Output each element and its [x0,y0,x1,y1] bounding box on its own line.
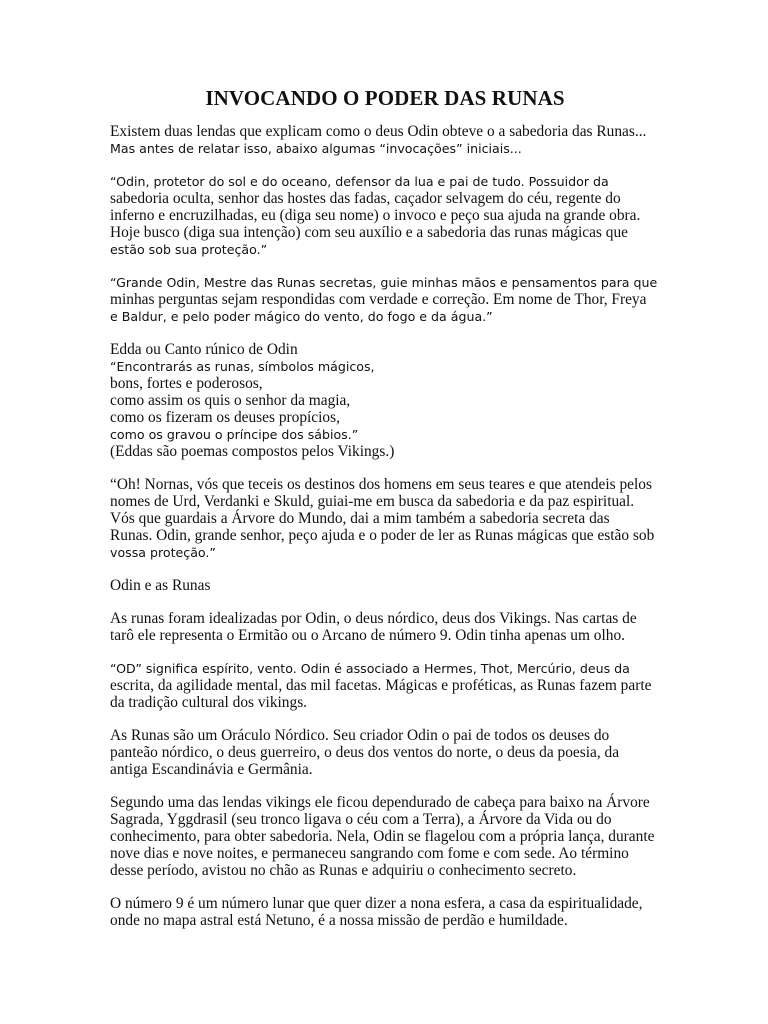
text-line: panteão nórdico, o deus guerreiro, o deus dos ventos do norte, o deus da poesia, da [110,744,620,761]
text-line: como assim os quis o senhor da magia, [110,392,351,409]
text-line: nomes de Urd, Verdanki e Skuld, guiai-me em busca da sabedoria e da paz espiritual. [110,493,635,510]
text-line: Vós que guardais a Árvore do Mundo, dai a mim também a sabedoria secreta das [110,510,610,527]
text-line: desse período, avistou no chão as Runas e adquiriu o conhecimento secreto. [110,862,577,879]
paragraph [110,577,660,594]
text-line: da tradição cultural dos vikings. [110,694,308,711]
paragraph [110,610,660,644]
text-line: nove dias e nove noites, e permaneceu sangrando com fome e com sede. Ao término [110,845,629,862]
text-line: sabedoria oculta, senhor das hostes das fadas, caçador selvagem do céu, regente do [110,190,621,207]
document-page [110,85,660,945]
text-line: “Grande Odin, Mestre das Runas secretas, guie minhas mãos e pensamentos para que [110,275,658,290]
text-line: onde no mapa astral está Netuno, é a nossa missão de perdão e humildade. [110,912,568,929]
text-line: escrita, da agilidade mental, das mil facetas. Mágicas e proféticas, as Runas fazem parte [110,677,652,694]
text-line: As Runas são um Oráculo Nórdico. Seu criador Odin o pai de todos os deuses do [110,727,610,744]
text-line: inferno e encruzilhadas, eu (diga seu nome) o invoco e peço sua ajuda na grande obra. [110,207,641,224]
paragraph [110,123,660,157]
text-line: “Odin, protetor do sol e do oceano, defensor da lua e pai de tudo. Possuidor da [110,174,609,189]
text-line: Existem duas lendas que explicam como o deus Odin obteve o a sabedoria das Runas... [110,123,647,140]
text-line: O número 9 é um número lunar que quer dizer a nona esfera, a casa da espiritualidade, [110,895,643,912]
paragraph [110,476,660,561]
text-line: “OD” significa espírito, vento. Odin é associado a Hermes, Thot, Mercúrio, deus da [110,661,630,676]
text-line: “Oh! Nornas, vós que teceis os destinos dos homens em seus teares e que atendeis pelos [110,476,652,493]
text-line: bons, fortes e poderosos, [110,375,263,392]
paragraph [110,274,660,325]
paragraph [110,727,660,778]
text-line: como os gravou o príncipe dos sábios.” [110,427,359,442]
paragraph [110,660,660,711]
text-line: As runas foram idealizadas por Odin, o deus nórdico, deus dos Vikings. Nas cartas de [110,610,637,627]
text-line: conhecimento, para obter sabedoria. Nela, Odin se flagelou com a própria lança, durante [110,828,655,845]
text-line: Segundo uma das lendas vikings ele ficou dependurado de cabeça para baixo na Árvore [110,794,650,811]
text-line: e Baldur, e pelo poder mágico do vento, do fogo e da água.” [110,309,493,324]
text-line: tarô ele representa o Ermitão ou o Arcano de número 9. Odin tinha apenas um olho. [110,627,625,644]
text-line: Sagrada, Yggdrasil (seu tronco ligava o céu com a Terra), a Árvore da Vida ou do [110,811,612,828]
paragraph [110,794,660,879]
text-line: Mas antes de relatar isso, abaixo algumas “invocações” iniciais... [110,141,522,156]
document-title: INVOCANDO O PODER DAS RUNAS [205,86,565,110]
text-line: Hoje busco (diga sua intenção) com seu auxílio e a sabedoria das runas mágicas que [110,224,628,241]
text-line: estão sob sua proteção.” [110,242,268,257]
text-line: vossa proteção.” [110,545,216,560]
paragraph [110,173,660,258]
text-line: minhas perguntas sejam respondidas com verdade e correção. Em nome de Thor, Freya [110,291,647,308]
text-line: Edda ou Canto rúnico de Odin [110,341,298,358]
paragraph [110,341,660,460]
text-line: (Eddas são poemas compostos pelos Vikings.) [110,443,395,460]
document-body [110,123,660,929]
text-line: Runas. Odin, grande senhor, peço ajuda e o poder de ler as Runas mágicas que estão sob [110,527,655,544]
text-line: como os fizeram os deuses propícios, [110,409,340,426]
text-line: Odin e as Runas [110,577,211,594]
text-line: antiga Escandinávia e Germânia. [110,761,313,778]
text-line: “Encontrarás as runas, símbolos mágicos, [110,359,375,374]
paragraph [110,895,660,929]
